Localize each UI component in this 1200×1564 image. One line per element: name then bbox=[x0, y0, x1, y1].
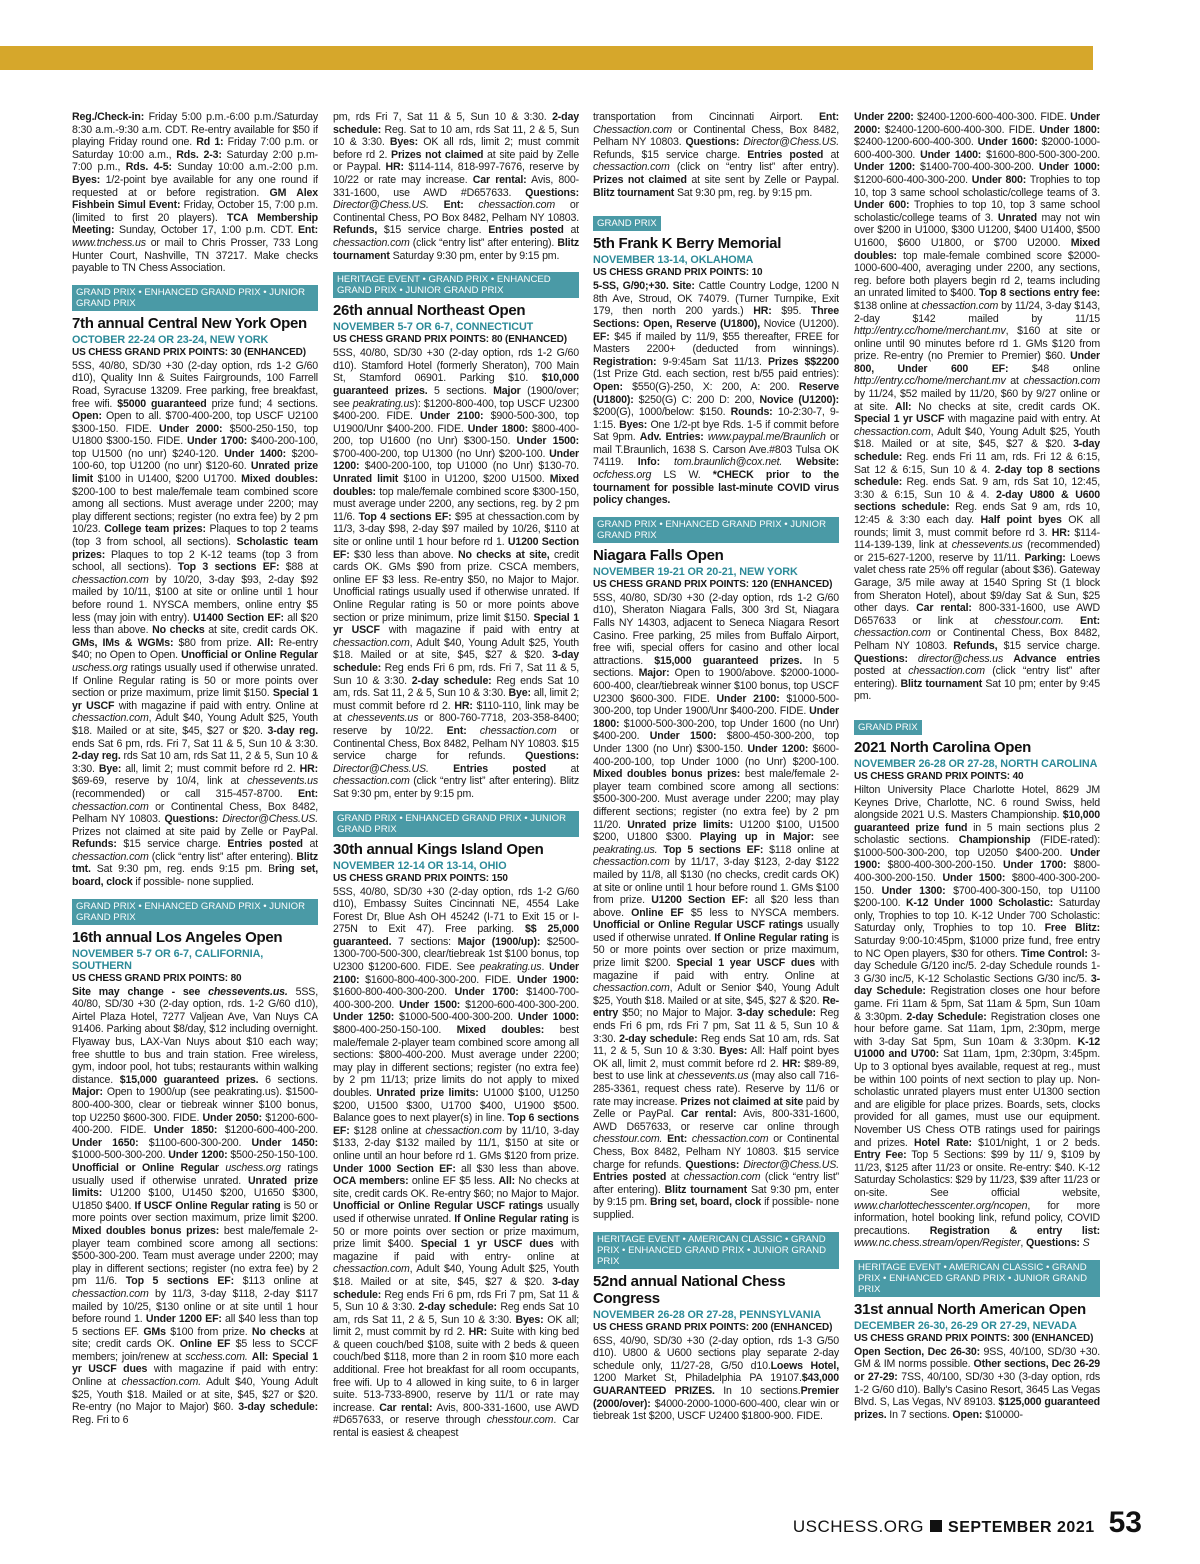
event-category-tag: GRAND PRIX • ENHANCED GRAND PRIX • JUNIOR GRAND PRIX bbox=[333, 811, 579, 837]
tournament-listing bbox=[854, 710, 1100, 1250]
event-category-tag: GRAND PRIX • ENHANCED GRAND PRIX • JUNIOR GRAND PRIX bbox=[72, 285, 318, 311]
grand-prix-points: US CHESS GRAND PRIX POINTS: 200 (ENHANCED) bbox=[593, 1321, 833, 1333]
event-category-tag: HERITAGE EVENT • AMERICAN CLASSIC • GRAND PRIX • ENHANCED GRAND PRIX • JUNIOR GRAND PRIX bbox=[854, 1260, 1100, 1297]
event-title: Niagara Falls Open bbox=[593, 546, 724, 564]
event-details: transportation from Cincinnati Airport. Ent: Chessaction.com or Continental Chess, Box 8482, Pelham NY 10803. Questions: Director@Chess.US. Refunds, $15 service charge. Entries posted at chessaction.com (click on “entry list” after entry). Prizes not claimed at site sent by Zelle or Paypal. Blitz tournament Sat 9:30 pm, reg. by 9:15 pm. bbox=[593, 111, 839, 199]
event-title: 30th annual Kings Island Open bbox=[333, 840, 544, 858]
event-details: Reg./Check-in: Friday 5:00 p.m.-6:00 p.m./Saturday 8:30 a.m.-9:30 a.m. CDT. Re-entry available for $50 if playing Friday round one. Rd 1: Friday 7:00 p.m. or Saturday 10:00 a.m., Rds. 2-3: Saturday 2:00 p.m-7:00 p.m., Rds. 4-5: Sunday 10:00 a.m.-2:00 p.m. Byes: 1/2-point bye available for any one round if requested at or before registration. GM Alex Fishbein Simul Event: Friday, October 15, 7:00 p.m. (limited to first 20 players). TCA Membership Meeting: Sunday, October 17, 1:00 p.m. CDT. Ent: www.tnchess.us or mail to Chris Prosser, 733 Long Hunter Court, Nashville, TN 37217. Make checks payable to TN Chess Association. bbox=[72, 111, 318, 275]
footer-issue: SEPTEMBER 2021 bbox=[948, 1519, 1095, 1536]
listing-continuation bbox=[854, 111, 1100, 703]
tournament-listing bbox=[333, 272, 579, 800]
event-category-tag: GRAND PRIX bbox=[854, 720, 922, 735]
event-title: 16th annual Los Angeles Open bbox=[72, 928, 283, 946]
event-category-tag: GRAND PRIX bbox=[593, 216, 661, 231]
event-details: Under 2200: $2400-1200-600-400-300. FIDE. Under 2000: $2400-1200-600-400-300. FIDE. Under 1800: $2400-1200-600-400-300. Under 1600: $2000-1000-600-400-300. Under 1400: $1600-800-500-300-200. Under 1200: $1400-700-400-300-200. Under 1000: $1200-600-400-300-200. Under 800: Trophies to top 10, top 3 same school scholastic/college teams of 3. Under 600: Trophies to top 10, top 3 same school scholastic/college teams of 3. Unrated may not win over $200 in U1000, $300 U1200, $400 U1400, $500 U1600, $600 U1800, or $700 U2000. Mixed doubles: top male-female combined score $2000-1000-600-400, averaging under 2200, any sections, reg. before both players begin rd 2, teams including an unrated limited to $400. Top 8 sections entry fee: $138 online at chessaction.com by 11/24, 3-day $143, 2-day $142 mailed by 11/15 http://entry.cc/home/merchant.mv, $160 at site or online until 90 minutes before rd 1. GMs $120 from prize. Re-entry (no Premier to Premier) $60. Under 800, Under 600 EF: $48 online http://entry.cc/home/merchant.mv at chessaction.com by 11/24, $52 mailed by 11/20, $60 by 9/27 online or at site. All: No checks at site, credit cards OK. Special 1 yr USCF with magazine paid with entry. At chessaction.com, Adult $40, Young Adult $25, Youth $18. Mailed or at site, $45, $27 & $20. 3-day schedule: Reg. ends Fri 11 am, rds. Fri 12 & 6:15, Sat 12 & 6:15, Sun 10 & 4. 2-day top 8 sections schedule: Reg. ends Sat. 9 am, rds Sat 10, 12:45, 3:30 & 6:15, Sun 10 & 4. 2-day U800 & U600 sections schedule: Reg. ends Sat 9 am, rds 10, 12:45 & 3:30 each day. Half point byes OK all rounds; limit 3, must commit before rd 3. HR: $114-114-139-139, link at chessevents.us (recommended) or 215-627-1200, reserve by 11/11. Parking: Loews valet chess rate 25% off regular (about $36). Gateway Garage, 3/5 mile away at 1540 Spring St (1 block from Sheraton Hotel), about $9/day Sat & Sun, $25 other days. Car rental: 800-331-1600, use AWD D657633 or link at chesstour.com. Ent: chessaction.com or Continental Chess, Box 8482, Pelham NY 10803. Refunds, $15 service charge. Questions: director@chess.us Advance entries posted at chessaction.com (click “entry list” after entering). Blitz tournament Sat 10 pm; enter by 9:45 pm. bbox=[854, 111, 1100, 703]
grand-prix-points: US CHESS GRAND PRIX POINTS: 300 (ENHANCED) bbox=[854, 1332, 1094, 1344]
footer-site: USCHESS.ORG bbox=[792, 1517, 925, 1536]
tournament-listing bbox=[593, 517, 839, 1222]
event-details: 5SS, 40/80, SD/30 +30 (2-day option, rds 1-2 G/60 d10), Embassy Suites Cincinnati NE, 4554 Lake Forest Dr, Blue Ash OH 45242 (I-71 to Exit 15 or I-275N to Exit 47). Free parking. $$ 25,000 guaranteed. 7 sections: Major (1900/up): $2500-1300-700-500-300, clear/tiebreak 1st $100 bonus, top U2300 $1200-600. FIDE. See peakrating.us. Under 2100: $1600-800-400-300-200. FIDE. Under 1900: $1600-800-400-300-200. Under 1700: $1400-700-400-300-200. Under 1500: $1200-600-400-300-200. Under 1250: $1000-500-400-300-200. Under 1000: $800-400-250-150-100. Mixed doubles: best male/female 2-player team combined score among all sections: $800-400-200. Must average under 2200; may play in different sections; register (no extra fee) by 2 pm 11/13; prize limits do not apply to mixed doubles. Unrated prize limits: U1000 $100, U1250 $200, U1500 $300, U1700 $400, U1900 $500. Balance goes to next player(s) in line. Top 6 sections EF: $128 online at chessaction.com by 11/10, 3-day $133, 2-day $132 mailed by 11/1, $150 at site or online until an hour before rd 1. GMs $120 from prize. Under 1000 Section EF: all $30 less than above. OCA members: online EF $5 less. All: No checks at site, credit cards OK. Re-entry $60; no Major to Major. Unofficial or Online Regular USCF ratings usually used if otherwise unrated. If Online Regular rating is 50 or more points over section or prize maximum, prize limit $400. Special 1 yr USCF dues with magazine if paid with entry- online at chessaction.com, Adult $40, Young Adult $25, Youth $18. Mailed or at site, $45, $27 & $20. 3-day schedule: Reg ends Fri 6 pm, rds Fri 7 pm, Sat 11 & 5, Sun 10 & 3:30. 2-day schedule: Reg ends Sat 10 am, rds Sat 11, 2 & 5, Sun 10 & 3:30. Byes: OK all; limit 2, must commit by rd 2. HR: Suite with king bed & queen couch/bed $108, suite with 2 beds & queen couch/bed $118, more than 2 in room $10 more each additional. Free hot breakfast for all room occupants, free wifi. Up to 4 allowed in king suite, to 6 in larger suite. 513-733-8900, reserve by 11/1 or rate may increase. Car rental: Avis, 800-331-1600, use AWD #D657633, or reserve through chesstour.com. Car rental is easiest & cheapest bbox=[333, 885, 579, 1440]
listing-continuation bbox=[593, 111, 839, 199]
listing-column bbox=[333, 111, 579, 1491]
event-date-location: NOVEMBER 5-7 OR 6-7, CALIFORNIA, SOUTHERN bbox=[72, 947, 264, 972]
listing-continuation bbox=[72, 111, 318, 275]
event-title: 5th Frank K Berry Memorial bbox=[593, 235, 782, 253]
grand-prix-points: US CHESS GRAND PRIX POINTS: 150 bbox=[333, 872, 508, 884]
event-date-location: NOVEMBER 13-14, OKLAHOMA bbox=[593, 254, 754, 267]
event-category-tag: GRAND PRIX • ENHANCED GRAND PRIX • JUNIOR GRAND PRIX bbox=[593, 517, 839, 543]
event-title: 2021 North Carolina Open bbox=[854, 738, 1032, 756]
square-separator-icon bbox=[930, 1520, 942, 1532]
page-number: 53 bbox=[1108, 1506, 1142, 1539]
event-details: Open Section, Dec 26-30: 9SS, 40/100, SD/30 +30. GM & IM norms possible. Other sections, Dec 26-29 or 27-29: 7SS, 40/100, SD/30 +30 (3-day option, rds 1-2 G/60 d10). Bally's Casino Resort, 3645 Las Vegas Blvd. S, Las Vegas, NV 89103. $125,000 guaranteed prizes. In 7 sections. Open: $10000- bbox=[854, 1345, 1100, 1421]
header-accent-bar bbox=[0, 46, 1093, 70]
event-title: 7th annual Central New York Open bbox=[72, 314, 307, 332]
event-date-location: NOVEMBER 26-28 OR 27-28, NORTH CAROLINA bbox=[854, 757, 1098, 770]
event-date-location: NOVEMBER 12-14 OR 13-14, OHIO bbox=[333, 859, 507, 872]
event-details: Site may change - see chessevents.us. 5SS, 40/80, SD/30 +30 (2-day option, rds. 1-2 G/60 d10), Airtel Plaza Hotel, 7277 Valjean Ave, Van Nuys CA 91406. Parking about $8/day, $12 including overnight. Flyaway bus, LAX-Van Nuys about $10 each way; free shuttle to bus and train station. Free wireless, gym, indoor pool, hot tubs; restaurants within walking distance. $15,000 guaranteed prizes. 6 sections. Major: Open to 1900/up (see peakrating.us). $1500-800-400-300, clear or tiebreak winner $100 bonus, top U2250 $600-300. FIDE. Under 2050: $1200-600-400-200. FIDE. Under 1850: $1200-600-400-200. Under 1650: $1100-600-300-200. Under 1450: $1000-500-300-200. Under 1200: $500-250-150-100. Unofficial or Online Regular uschess.org ratings usually used if otherwise unrated. Unrated prize limits: U1200 $100, U1450 $200, U1650 $300, U1850 $400. If USCF Online Regular rating is 50 or more points over section maximum, prize limit $200. Mixed doubles bonus prizes: best male/female 2-player team combined score among all sections: $500-300-200. Team must average under 2200; may play in different sections; register (no extra fee) by 2 pm 11/6. Top 5 sections EF: $113 online at chessaction.com by 11/3, 3-day $118, 2-day $117 mailed by 10/25, $130 online or at site until 1 hour before round 1. Under 1200 EF: all $40 less than top 5 sections EF. GMs $100 from prize. No checks at site; credit cards OK. Online EF $5 less to SCCF members; join/renew at scchess.com. All: Special 1 yr USCF dues with magazine if paid with entry: Online at chessaction.com. Adult $40, Young Adult $25, Youth $18. Mailed or at site, $45, $27 or $20. Re-entry (no Major to Major) $60. 3-day schedule: Reg. Fri to 6 bbox=[72, 985, 318, 1426]
tournament-listing bbox=[333, 811, 579, 1440]
listing-column bbox=[72, 111, 318, 1491]
page-footer bbox=[793, 1508, 1142, 1538]
event-details: pm, rds Fri 7, Sat 11 & 5, Sun 10 & 3:30. 2-day schedule: Reg. Sat to 10 am, rds Sat 11, 2 & 5, Sun 10 & 3:30. Byes: OK all rds, limit 2; must commit before rd 2. Prizes not claimed at site paid by Zelle or Paypal. HR: $114-114, 818-997-7676, reserve by 10/22 or rate may increase. Car rental: Avis, 800-331-1600, use AWD #D657633. Questions: Director@Chess.US. Ent: chessaction.com or Continental Chess, PO Box 8482, Pelham NY 10803. Refunds, $15 service charge. Entries posted at chessaction.com (click “entry list” after entering). Blitz tournament Saturday 9:30 pm, enter by 9:15 pm. bbox=[333, 111, 579, 262]
event-date-location: OCTOBER 22-24 OR 23-24, NEW YORK bbox=[72, 333, 269, 346]
event-category-tag: HERITAGE EVENT • GRAND PRIX • ENHANCED GRAND PRIX • JUNIOR GRAND PRIX bbox=[333, 272, 579, 298]
listing-column bbox=[854, 111, 1100, 1491]
event-category-tag: HERITAGE EVENT • AMERICAN CLASSIC • GRAND PRIX • ENHANCED GRAND PRIX • JUNIOR GRAND PRIX bbox=[593, 1232, 839, 1269]
event-details: Hilton University Place Charlotte Hotel, 8629 JM Keynes Drive, Charlotte, NC. 6 round Swiss, held alongside 2021 U.S. Masters Championship. $10,000 guaranteed prize fund in 5 main sections plus 2 scholastic sections. Championship (FIDE-rated): $1000-500-300-200, top U2050 $400-200. Under 1900: $800-400-300-200-150. Under 1700: $800-400-300-200-150. Under 1500: $800-400-300-200-150. Under 1300: $700-400-300-150, top U1100 $200-100. K-12 Under 1000 Scholastic: Saturday only, Trophies to top 10. K-12 Under 700 Scholastic: Saturday only, Trophies to top 10. Free Blitz: Saturday 9:00-10:45pm, $1000 prize fund, free entry to NC Open players, $30 for others. Time Control: 3-day Schedule G/120 inc/5. 2-day Schedule rounds 1-3 G/30 inc/5, K-12 Scholastic Sections G/30 inc/5. 3-day Schedule: Registration closes one hour before game. Fri 11am & 5pm, Sat 11am & 5pm, Sun 10am & 3:30pm. 2-day Schedule: Registration closes one hour before game. Sat 11am, 1pm, 2:30pm, merge with 3-day Sat 5pm, Sun 10am & 3:30pm. K-12 U1000 and U700: Sat 11am, 1pm, 2:30pm, 3:45pm. Up to 3 optional byes available, request at reg., must be within 100 points of next section to play up. Non-scholastic unrated players must enter U1300 section and are eligible for place prizes. Boards, sets, clocks provided for all games, must use our equipment. November US Chess OTB ratings used for pairings and prizes. Hotel Rate: $101/night, 1 or 2 beds. Entry Fee: Top 5 Sections: $99 by 11/ 9, $109 by 11/23, $125 after 11/23 or onsite. Re-entry: $40. K-12 Saturday Scholastics: $29 by 11/23, $39 after 11/23 or on-site. See official website, www.charlottechesscenter.org/ncopen, for more information, hotel booking link, refund policy, COVID precautions. Registration & entry list: www.nc.chess.stream/open/Register, Questions: S bbox=[854, 783, 1100, 1250]
tournament-listing bbox=[72, 899, 318, 1427]
event-date-location: NOVEMBER 26-28 OR 27-28, PENNSYLVANIA bbox=[593, 1308, 822, 1321]
event-title: 52nd annual National Chess Congress bbox=[593, 1272, 786, 1307]
tournament-listing bbox=[854, 1260, 1100, 1422]
event-date-location: DECEMBER 26-30, 26-29 OR 27-29, NEVADA bbox=[854, 1319, 1077, 1332]
tournament-listing bbox=[593, 1232, 839, 1423]
grand-prix-points: US CHESS GRAND PRIX POINTS: 10 bbox=[593, 267, 763, 279]
grand-prix-points: US CHESS GRAND PRIX POINTS: 80 bbox=[72, 972, 242, 984]
event-date-location: NOVEMBER 5-7 OR 6-7, CONNECTICUT bbox=[333, 321, 534, 334]
event-details: 5SS, 40/80, SD/30 +30 (2-day option, rds 1-2 G/60 d10), Sheraton Niagara Falls, 300 3rd St, Niagara Falls NY 14303, adjacent to Seneca Niagara Resort Casino. Free parking, 25 miles from Buffalo Airport, free wifi, special offers for casino and other local attractions. $15,000 guaranteed prizes. In 5 sections. Major: Open to 1900/above. $2000-1000-600-400, clear/tiebreak winner $100 bonus, top USCF U2300 $600-300. FIDE. Under 2100: $1000-500-300-200, top Under 1900/Unr $400-200. FIDE. Under 1800: $1000-500-300-200, top Under 1600 (no Unr) $400-200. Under 1500: $800-450-300-200, top Under 1300 (no Unr) $300-150. Under 1200: $600-400-200-100, top Under 1000 (no Unr) $200-100. Mixed doubles bonus prizes: best male/female 2-player team combined score among all sections: $500-300-200. Must average under 2200; may play different sections; register (no extra fee) by 2 pm 11/20. Unrated prize limits: U1200 $100, U1500 $200, U1800 $300. Playing up in Major: see peakrating.us. Top 5 sections EF: $118 online at chessaction.com by 11/17, 3-day $123, 2-day $122 mailed by 11/8, all $130 (no checks, credit cards OK) at site or online until 1 hour before round 1. GMs $100 from prize. U1200 Section EF: all $20 less than above. Online EF $5 less to NYSCA members. Unofficial or Online Regular USCF ratings usually used if otherwise unrated. If Online Regular rating is 50 or more points over section or prize maximum, prize limit $200. Special 1 year USCF dues with magazine if paid with entry. Online at chessaction.com, Adult or Senior $40, Young Adult $25, Youth $18. Mailed or at site, $45, $27 & $20. Re-entry $50; no Major to Major. 3-day schedule: Reg ends Fri 6 pm, rds Fri 7 pm, Sat 11 & 5, Sun 10 & 3:30. 2-day schedule: Reg ends Sat 10 am, rds. Sat 11, 2 & 5, Sun 10 & 3:30. Byes: All: Half point byes OK all, limit 2, must commit before rd 2. HR: $89-89, best to use link at chessevents.us (may also call 716-285-3361, request chess rate). Reserve by 11/6 or rate may increase. Prizes not claimed at site paid by Zelle or PayPal. Car rental: Avis, 800-331-1600, AWD D657633, or reserve car online through chesstour.com. Ent: chessaction.com or Continental Chess, Box 8482, Pelham NY 10803. $15 service charge for refunds. Questions: Director@Chess.US. Entries posted at chessaction.com (click “entry list” after entering). Blitz tournament Sat 9:30 pm, enter by 9:15 pm. Bring set, board, clock if possible- none supplied. bbox=[593, 591, 839, 1221]
listing-continuation bbox=[333, 111, 579, 262]
grand-prix-points: US CHESS GRAND PRIX POINTS: 120 (ENHANCED) bbox=[593, 578, 833, 590]
grand-prix-points: US CHESS GRAND PRIX POINTS: 40 bbox=[854, 770, 1024, 782]
event-category-tag: GRAND PRIX • ENHANCED GRAND PRIX • JUNIOR GRAND PRIX bbox=[72, 899, 318, 925]
tournament-listing bbox=[72, 285, 318, 889]
event-details: 6SS, 40/90, SD/30 +30 (2-day option, rds 1-3 G/50 d10). U800 & U600 sections play separate 2-day schedule only, 11/27-28, G/50 d10.Loews Hotel, 1200 Market St, Philadelphia PA 19107.$43,000 GUARANTEED PRIZES. In 10 sections.Premier (2000/over): $4000-2000-1000-600-400, clear win or tiebreak 1st $200, USCF U2400 $1800-900. FIDE. bbox=[593, 1334, 839, 1423]
grand-prix-points: US CHESS GRAND PRIX POINTS: 80 (ENHANCED) bbox=[333, 334, 567, 346]
event-details: 5-SS, G/90;+30. Site: Cattle Country Lodge, 1200 N 8th Ave, Stroud, OK 74079. (Turner Turnpike, Exit 179, then north 200 yards.) HR: $95. Three Sections: Open, Reserve (U1800), Novice (U1200). EF: $45 if mailed by 11/9, $55 thereafter, FREE for Masters 2200+ (deducted from winnings). Registration: 9-9:45am Sat 11/13. Prizes $$2200 (1st Prize Gtd. each section, rest b/55 paid entries): Open: $550(G)-250, X: 200, A: 200. Reserve (U1800): $250(G) C: 200 D: 200, Novice (U1200): $200(G), 1000/below: $150. Rounds: 10-2:30-7, 9-1:15. Byes: One 1/2-pt bye Rds. 1-5 if commit before Sat 9pm. Adv. Entries: www.paypal.me/Braunlich or mail T.Braunlich, 1638 S. Carson Ave.#803 Tulsa OK 74119. Info: tom.braunlich@cox.net. Website: ocfchess.org LS W. *CHECK prior to the tournament for possible last-minute COVID virus policy changes. bbox=[593, 280, 839, 507]
grand-prix-points: US CHESS GRAND PRIX POINTS: 30 (ENHANCED) bbox=[72, 346, 306, 358]
event-details: 5SS, 40/80, SD/30 +30 (2-day option, rds 1-2 G/60 d10), Quality Inn & Suites Fairgrounds, 100 Farrell Road, Syracuse 13209. Free parking, free breakfast, free wifi. $5000 guaranteed prize fund; 4 sections. Open: Open to all. $700-400-200, top USCF U2100 $300-150. FIDE. Under 2000: $500-250-150, top U1800 $300-150. FIDE. Under 1700: $400-200-100, top U1500 (no unr) $240-120. Under 1400: $200-100-60, top U1200 (no unr) $120-60. Unrated prize limit $100 in U1400, $200 U1700. Mixed doubles: $200-100 to best male/female team combined score among all sections. Must average under 2200; may play different sections; register (no extra fee) by 2 pm 10/23. College team prizes: Plaques to top 2 teams (top 3 from school, all sections). Scholastic team prizes: Plaques to top 2 K-12 teams (top 3 from school, all sections). Top 3 sections EF: $88 at chessaction.com by 10/20, 3-day $93, 2-day $92 mailed by 10/11, $100 at site or online until 1 hour before round 1. NYSCA members, online entry $5 less (may join with entry). U1400 Section EF: all $20 less than above. No checks at site, credit cards OK. GMs, IMs & WGMs: $80 from prize. All: Re-entry $40; no Open to Open. Unofficial or Online Regular uschess.org ratings usually used if otherwise unrated. If Online Regular rating is 50 or more points over section or prize maximum, prize limit $150. Special 1 yr USCF with magazine if paid with entry. Online at chessaction.com, Adult $40, Young Adult $25, Youth $18. Mailed or at site, $45, $27 or $20. 3-day reg. ends Sat 6 pm, rds. Fri 7, Sat 11 & 5, Sun 10 & 3:30. 2-day reg. rds Sat 10 am, rds Sat 11, 2 & 5, Sun 10 & 3:30. Bye: all, limit 2; must commit before rd 2. HR: $69-69, reserve by 10/4, link at chessevents.us (recommended) or call 315-457-8700. Ent: chessaction.com or Continental Chess, Box 8482, Pelham NY 10803. Questions: Director@Chess.US. Prizes not claimed at site paid by Zelle or PayPal. Refunds: $15 service charge. Entries posted at chessaction.com (click “entry list” after entering). Blitz tmt. Sat 9:30 pm, reg. ends 9:15 pm. Bring set, board, clock if possible- none supplied. bbox=[72, 359, 318, 889]
event-date-location: NOVEMBER 19-21 OR 20-21, NEW YORK bbox=[593, 565, 798, 578]
event-title: 31st annual North American Open bbox=[854, 1300, 1086, 1318]
listing-column bbox=[593, 111, 839, 1491]
event-title: 26th annual Northeast Open bbox=[333, 302, 526, 320]
tournament-listing bbox=[593, 206, 839, 507]
event-details: 5SS, 40/80, SD/30 +30 (2-day option, rds 1-2 G/60 d10). Stamford Hotel (formerly Sheraton), 700 Main St, Stamford 06901. Parking $10. $10,000 guaranteed prizes. 5 sections. Major (1900/over; see peakrating.us): $1200-800-400, top USCF U2300 $400-200. FIDE. Under 2100: $900-500-300, top U1900/Unr $400-200. FIDE. Under 1800: $800-400-200, top U1600 (no Unr) $300-150. Under 1500: $700-400-200, top U1300 (no Unr) $200-100. Under 1200: $400-200-100, top U1000 (no Unr) $130-70. Unrated limit $100 in U1200, $200 U1500. Mixed doubles: top male/female combined score $300-150, must average under 2200, any sections, reg. by 2 pm 11/6. Top 4 sections EF: $95 at chessaction.com by 11/3, 3-day $98, 2-day $97 mailed by 10/26, $110 at site or online until 1 hour before rd 1. U1200 Section EF: $30 less than above. No checks at site, credit cards OK. GMs $90 from prize. CSCA members, online EF $3 less. Re-entry $50, no Major to Major. Unofficial ratings usually used if otherwise unrated. If Online Regular rating is 50 or more points above section or prize minimum, prize limit $150. Special 1 yr USCF with magazine if paid with entry at chessaction.com, Adult $40, Young Adult $25, Youth $18. Mailed or at site, $45, $27 & $20. 3-day schedule: Reg ends Fri 6 pm, rds. Fri 7, Sat 11 & 5, Sun 10 & 3:30. 2-day schedule: Reg ends Sat 10 am, rds. Sat 11, 2 & 5, Sun 10 & 3:30. Bye: all, limit 2; must commit before rd 2. HR: $110-110, link may be at chessevents.us or 800-760-7718, 203-358-8400; reserve by 10/22. Ent: chessaction.com or Continental Chess, Box 8482, Pelham NY 10803. $15 service charge for refunds. Questions: Director@Chess.US. Entries posted at chessaction.com (click “entry list” after entering). Blitz Sat 9:30 pm, enter by 9:15 pm. bbox=[333, 347, 579, 800]
